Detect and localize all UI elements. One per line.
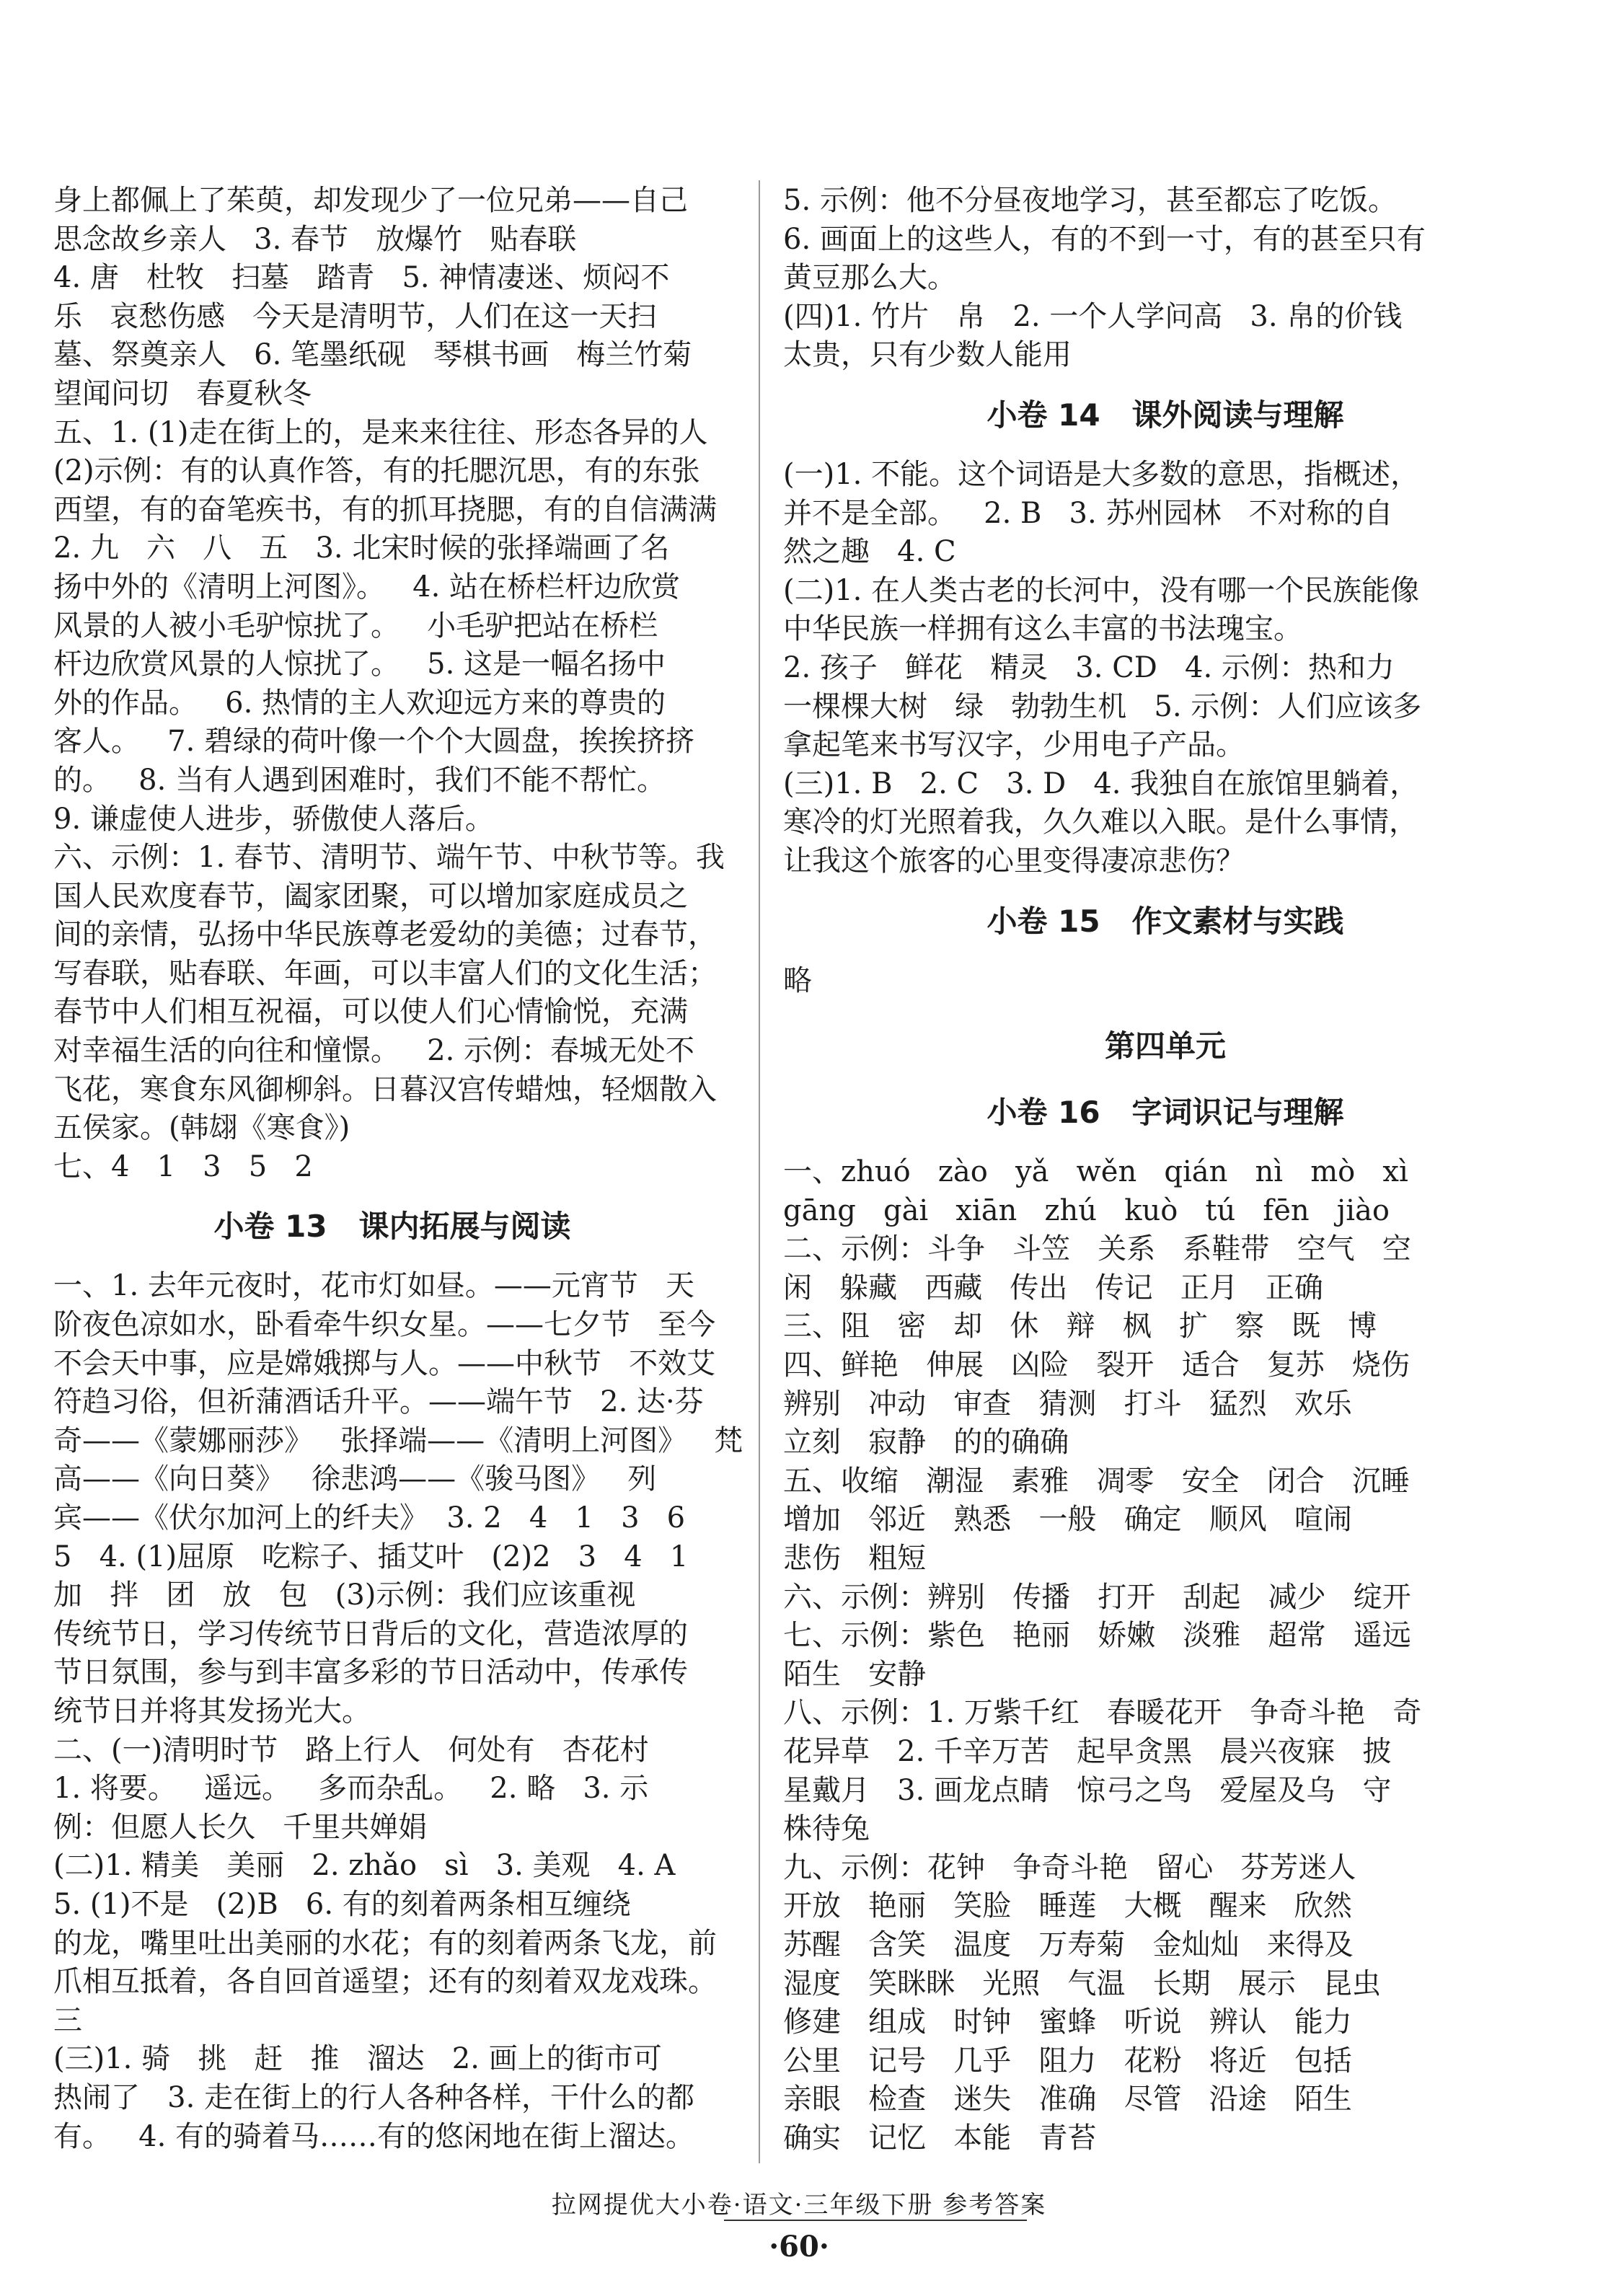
answer-line: 让我这个旅客的心里变得凄凉悲伤？ — [783, 844, 1245, 878]
answer-line: 乐 哀愁伤感 今天是清明节，人们在这一天扫 — [53, 299, 657, 333]
answer-line: 陌生 安静 — [783, 1657, 927, 1691]
answer-line: 5. 示例：他不分昼夜地学习，甚至都忘了吃饭。 — [783, 184, 1397, 217]
answer-line: 间的亲情，弘扬中华民族尊老爱幼的美德；过春节， — [53, 918, 717, 952]
answer-line: 黄豆那么大。 — [783, 261, 956, 295]
answer-column-left — [53, 182, 743, 2156]
answer-line: 思念故乡亲人 3. 春节 放爆竹 贴春联 — [53, 222, 577, 256]
answer-line: (二)1. 在人类古老的长河中，没有哪一个民族能像 — [783, 573, 1420, 607]
answer-line: 苏醒 含笑 温度 万寿菊 金灿灿 来得及 — [783, 1928, 1354, 1961]
answer-line: 花异草 2. 千辛万苦 起早贪黑 晨兴夜寐 披 — [783, 1735, 1392, 1768]
answer-line: 并不是全部。 2. B 3. 苏州园林 不对称的自 — [783, 496, 1393, 530]
answer-line: 亲眼 检查 迷失 准确 尽管 沿途 陌生 — [783, 2083, 1352, 2116]
footer-title-underline — [724, 2220, 1027, 2221]
answer-line: 奇——《蒙娜丽莎》 张择端——《清明上河图》 梵 — [53, 1423, 743, 1457]
answer-line: 四、鲜艳 伸展 凶险 裂开 适合 复苏 烧伤 — [783, 1348, 1410, 1382]
answer-line: 星戴月 3. 画龙点睛 惊弓之鸟 爱屋及乌 守 — [783, 1773, 1392, 1807]
answer-line: 4. 唐 杜牧 扫墓 踏青 5. 神情凄迷、烦闷不 — [53, 261, 670, 295]
answer-line: 飞花，寒食东风御柳斜。日暮汉宫传蜡烛，轻烟散入 — [53, 1072, 717, 1106]
answer-line: 的龙，嘴里吐出美丽的水花；有的刻着两条飞龙，前 — [53, 1926, 717, 1960]
answer-line: 一、zhuó zào yǎ wěn qián nì mò xì — [783, 1155, 1408, 1189]
answer-line: 6. 画面上的这些人，有的不到一寸，有的甚至只有 — [783, 222, 1426, 256]
answer-line: 拿起笔来书写汉字，少用电子产品。 — [783, 728, 1245, 762]
page-number: ·60· — [769, 2230, 829, 2264]
answer-line: 春节中人们相互祝福，可以使人们心情愉悦，充满 — [53, 995, 688, 1029]
answer-line: 不会天中事，应是嫦娥掷与人。——中秋节 不效艾 — [53, 1346, 716, 1380]
answer-line: 墓、祭奠亲人 6. 笔墨纸砚 琴棋书画 梅兰竹菊 — [53, 338, 692, 372]
answer-line: 八、示例：1. 万紫千红 春暖花开 争奇斗艳 奇 — [783, 1696, 1422, 1730]
answer-line: 五、1. (1)走在街上的，是来来往往、形态各异的人 — [53, 415, 708, 449]
answer-line: 悲伤 粗短 — [783, 1542, 927, 1576]
answer-line: 辨别 冲动 审查 猜测 打斗 猛烈 欢乐 — [783, 1387, 1352, 1421]
answer-line: 9. 谦虚使人进步，骄傲使人落后。 — [53, 802, 494, 836]
answer-line: 株待兔 — [783, 1812, 870, 1846]
answer-line: 寒冷的灯光照着我，久久难以入眠。是什么事情， — [783, 805, 1418, 839]
answer-line: 统节日并将其发扬光大。 — [53, 1694, 371, 1728]
answer-line: 公里 记号 几乎 阻力 花粉 将近 包括 — [783, 2044, 1352, 2078]
answer-line: 2. 九 六 八 五 3. 北宋时候的张择端画了名 — [53, 531, 670, 565]
answer-line: (一)1. 不能。这个词语是大多数的意思，指概述， — [783, 457, 1420, 491]
answer-column-right — [783, 182, 1548, 2158]
answer-line: 符趋习俗，但祈蒲酒话升平。——端午节 2. 达·芬 — [53, 1385, 704, 1419]
answer-line: gāng gài xiān zhú kuò tú fēn jiào — [783, 1193, 1390, 1227]
answer-line: 传统节日，学习传统节日背后的文化，营造浓厚的 — [53, 1617, 688, 1651]
section-heading: 小卷 16 字词识记与理解 — [986, 1095, 1344, 1131]
column-divider — [759, 180, 760, 2163]
answer-line: (四)1. 竹片 帛 2. 一个人学问高 3. 帛的价钱 — [783, 299, 1403, 333]
answer-line: 的。 8. 当有人遇到困难时，我们不能不帮忙。 — [53, 763, 666, 797]
answer-line: 例：但愿人长久 千里共婵娟 — [53, 1810, 428, 1844]
answer-line: 1. 将要。 遥远。 多而杂乱。 2. 略 3. 示 — [53, 1772, 649, 1806]
answer-line: 国人民欢度春节，阖家团聚，可以增加家庭成员之 — [53, 879, 688, 913]
answer-line: 对幸福生活的向往和憧憬。 2. 示例：春城无处不 — [53, 1034, 695, 1068]
answer-line: 西望，有的奋笔疾书，有的抓耳挠腮，有的自信满满 — [53, 493, 717, 526]
answer-line: 立刻 寂静 的的确确 — [783, 1426, 1069, 1460]
answer-line: 客人。 7. 碧绿的荷叶像一个个大圆盘，挨挨挤挤 — [53, 725, 695, 759]
answer-line: 六、示例：1. 春节、清明节、端午节、中秋节等。我 — [53, 841, 725, 875]
answer-line: (三)1. 骑 挑 赶 推 溜达 2. 画上的街市可 — [53, 2042, 662, 2076]
answer-line: 湿度 笑眯眯 光照 气温 长期 展示 昆虫 — [783, 1966, 1381, 2000]
answer-line: 2. 孩子 鲜花 精灵 3. CD 4. 示例：热和力 — [783, 650, 1395, 684]
answer-line: 七、示例：紫色 艳丽 娇嫩 淡雅 超常 遥远 — [783, 1619, 1411, 1653]
answer-line: 中华民族一样拥有这么丰富的书法瑰宝。 — [783, 612, 1302, 646]
section-heading: 小卷 14 课外阅读与理解 — [986, 397, 1344, 433]
answer-line: 扬中外的《清明上河图》。 4. 站在桥栏杆边欣赏 — [53, 570, 681, 604]
answer-line: 九、示例：花钟 争奇斗艳 留心 芬芳迷人 — [783, 1850, 1356, 1884]
answer-line: 5 4. (1)屈原 吃粽子、插艾叶 (2)2 3 4 1 — [53, 1540, 689, 1573]
answer-line: 修建 组成 时钟 蜜蜂 听说 辨认 能力 — [783, 2005, 1352, 2039]
answer-line: 高——《向日葵》 徐悲鸿——《骏马图》 列 — [53, 1462, 657, 1496]
answer-line: 节日氛围，参与到丰富多彩的节日活动中，传承传 — [53, 1656, 688, 1690]
answer-line: 阶夜色凉如水，卧看牵牛织女星。——七夕节 至今 — [53, 1308, 716, 1342]
unit-heading: 第四单元 — [1104, 1028, 1226, 1064]
answer-line: 一棵棵大树 绿 勃勃生机 5. 示例：人们应该多 — [783, 689, 1422, 723]
section-heading: 小卷 13 课内拓展与阅读 — [213, 1209, 571, 1245]
answer-line: 然之趣 4. C — [783, 535, 956, 569]
answer-line: 增加 邻近 熟悉 一般 确定 顺风 喧闹 — [783, 1503, 1352, 1537]
answer-line: 写春联，贴春联、年画，可以丰富人们的文化生活； — [53, 956, 717, 990]
answer-line: 二、(一)清明时节 路上行人 何处有 杏花村 — [53, 1733, 649, 1767]
answer-line: 身上都佩上了茱萸，却发现少了一位兄弟——自己 — [53, 184, 688, 217]
answer-line: 太贵，只有少数人能用 — [783, 338, 1072, 372]
answer-line: 闲 躲藏 西藏 传出 传记 正月 正确 — [783, 1271, 1323, 1304]
answer-line: 二、示例：斗争 斗笠 关系 系鞋带 空气 空 — [783, 1232, 1411, 1266]
answer-line: 宾——《伏尔加河上的纤夫》 3. 2 4 1 3 6 — [53, 1501, 686, 1535]
answer-line: 热闹了 3. 走在街上的行人各种各样，干什么的都 — [53, 2080, 695, 2114]
answer-line: (二)1. 精美 美丽 2. zhǎo sì 3. 美观 4. A — [53, 1849, 676, 1883]
answer-line: 七、4 1 3 5 2 — [53, 1149, 313, 1183]
answer-line: 风景的人被小毛驴惊扰了。 小毛驴把站在桥栏 — [53, 609, 658, 643]
answer-line: 杆边欣赏风景的人惊扰了。 5. 这是一幅名扬中 — [53, 648, 666, 681]
answer-line: 略 — [783, 963, 812, 997]
answer-line: 三 — [53, 2003, 82, 2037]
answer-line: 外的作品。 6. 热情的主人欢迎远方来的尊贵的 — [53, 686, 666, 720]
answer-line: 确实 记忆 本能 青苔 — [783, 2121, 1097, 2155]
answer-line: 三、阻 密 却 休 辩 枫 扩 察 既 博 — [783, 1310, 1377, 1343]
answer-line: 加 拌 团 放 包 (3)示例：我们应该重视 — [53, 1578, 636, 1612]
answer-line: 望闻问切 春夏秋冬 — [53, 376, 312, 410]
answer-line: 开放 艳丽 笑脸 睡莲 大概 醒来 欣然 — [783, 1889, 1352, 1923]
answer-line: 有。 4. 有的骑着马……有的悠闲地在街上溜达。 — [53, 2119, 695, 2153]
answer-line: 五、收缩 潮湿 素雅 凋零 安全 闭合 沉睡 — [783, 1464, 1410, 1498]
answer-line: 5. (1)不是 (2)B 6. 有的刻着两条相互缠绕 — [53, 1887, 631, 1921]
answer-line: 五侯家。(韩翃《寒食》) — [53, 1111, 350, 1145]
section-heading: 小卷 15 作文素材与实践 — [986, 903, 1344, 939]
answer-line: 爪相互抵着，各自回首遥望；还有的刻着双龙戏珠。 — [53, 1965, 717, 1999]
answer-line: (2)示例：有的认真作答，有的托腮沉思，有的东张 — [53, 454, 700, 488]
answer-line: 六、示例：辨别 传播 打开 刮起 减少 绽开 — [783, 1580, 1411, 1614]
footer-title: 拉网提优大小卷·语文·三年级下册 参考答案 — [551, 2191, 1047, 2220]
answer-line: (三)1. B 2. C 3. D 4. 我独自在旅馆里躺着， — [783, 767, 1419, 800]
answer-line: 一、1. 去年元夜时，花市灯如昼。——元宵节 天 — [53, 1269, 695, 1303]
